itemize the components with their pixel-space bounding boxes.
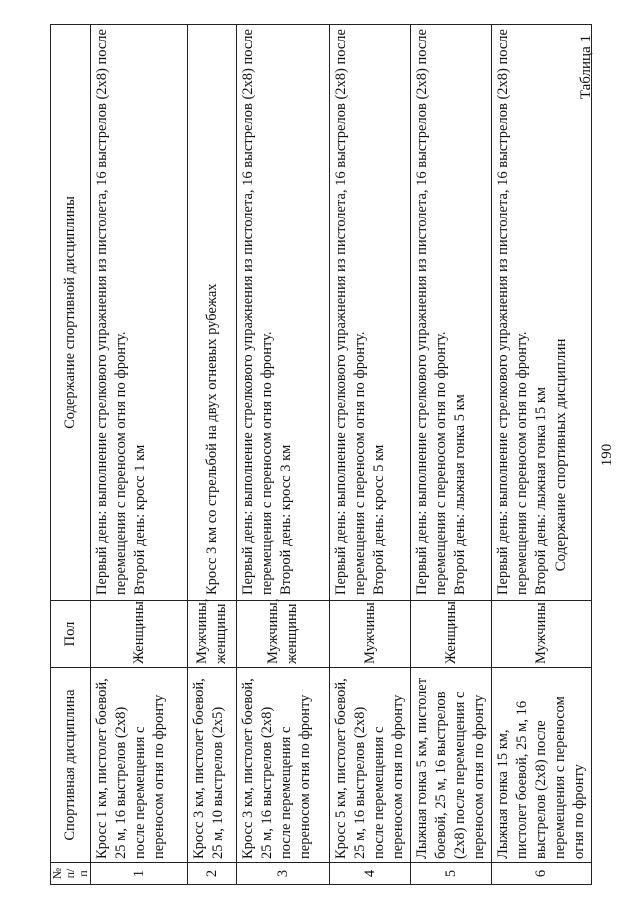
row-sex: Мужчины, женщины	[237, 601, 330, 668]
table-row	[188, 25, 237, 885]
content-line: Второй день: лыжная гонка 15 км	[533, 386, 549, 595]
row-content	[330, 25, 411, 601]
table-row	[237, 25, 330, 885]
page-number: 190	[599, 443, 615, 467]
row-content	[188, 25, 237, 601]
table-label: Таблица 1	[578, 35, 594, 100]
content-line: Первый день: выполнение стрелкового упражнения из пистолета, 16 выстрелов (2х8) после перемещения с переносом огня по фронту.	[414, 29, 449, 595]
row-content	[411, 25, 492, 601]
table-row	[411, 25, 492, 885]
header-num: № п/п	[51, 863, 91, 885]
row-discipline: Кросс 3 км, пистолет боевой, 25 м, 10 выстрелов (2х5)	[188, 668, 237, 863]
rotated-content	[50, 25, 615, 885]
row-num: 5	[411, 863, 492, 885]
row-discipline: Кросс 5 км, пистолет боевой, 25 м, 16 выстрелов (2х8) после перемещения с переносом огня по фронту	[330, 668, 411, 863]
table-row	[330, 25, 411, 885]
content-line: Второй день: лыжная гонка 5 км	[452, 394, 468, 595]
header-discipline: Спортивная дисциплина	[51, 668, 91, 863]
row-num: 2	[188, 863, 237, 885]
row-num: 1	[91, 863, 188, 885]
row-sex: Мужчины	[492, 601, 592, 668]
content-line: Второй день: кросс 5 км	[371, 444, 387, 595]
content-line: Кросс 3 км со стрельбой на двух огневых рубежах	[203, 283, 220, 595]
row-num: 4	[330, 863, 411, 885]
row-sex: Мужчины	[330, 601, 411, 668]
header-sex: Пол	[51, 601, 91, 668]
content-line: Первый день: выполнение стрелкового упражнения из пистолета, 16 выстрелов (2х8) после перемещения с переносом огня по фронту.	[240, 29, 275, 595]
content-line: Первый день: выполнение стрелкового упражнения из пистолета, 16 выстрелов (2х8) после перемещения с переносом огня по фронту.	[94, 29, 129, 595]
row-content	[91, 25, 188, 601]
table-header-row	[51, 25, 91, 885]
row-content	[492, 25, 592, 601]
table-row	[91, 25, 188, 885]
row-num: 3	[237, 863, 330, 885]
row-discipline: Кросс 3 км, пистолет боевой, 25 м, 16 выстрелов (2х8) после перемещения с переносом огня по фронту	[237, 668, 330, 863]
content-line: Первый день: выполнение стрелкового упражнения из пистолета, 16 выстрелов (2х8) после перемещения с переносом огня по фронту.	[333, 29, 368, 595]
row-discipline: Лыжная гонка 5 км, пистолет боевой, 25 м, 16 выстрелов (2х8) после перемещения с переносом огня по фронту	[411, 668, 492, 863]
row-sex: Женщины	[411, 601, 492, 668]
row-sex: Женщины	[91, 601, 188, 668]
row-sex: Мужчины, женщины	[188, 601, 237, 668]
disciplines-table	[50, 24, 592, 885]
row-discipline: Кросс 1 км, пистолет боевой, 25 м, 16 выстрелов (2х8) после перемещения с переносом огня по фронту	[91, 668, 188, 863]
content-line: Второй день: кросс 3 км	[278, 444, 294, 595]
row-num: 6	[492, 863, 592, 885]
table-caption: Содержание спортивных дисциплин	[553, 338, 569, 572]
content-line: Второй день: кросс 1 км	[132, 444, 148, 595]
content-line: Первый день: выполнение стрелкового упражнения из пистолета, 16 выстрелов (2х8) после перемещения с переносом огня по фронту.	[495, 29, 530, 595]
table-row	[492, 25, 592, 885]
row-content	[237, 25, 330, 601]
header-content: Содержание спортивной дисциплины	[51, 25, 91, 601]
row-discipline: Лыжная гонка 15 км, пистолет боевой, 25 м, 16 выстрелов (2х8) после перемещения с переносом огня по фронту	[492, 668, 592, 863]
